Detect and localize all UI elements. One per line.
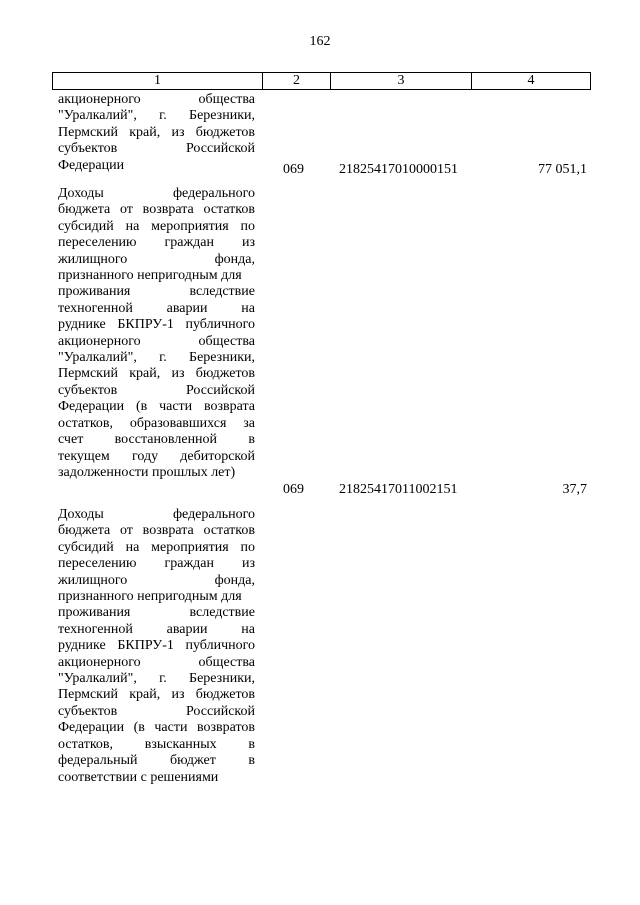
description-line: жилищного фонда, <box>58 572 255 588</box>
amount-cell: 77 051,1 <box>538 162 587 177</box>
description-line: счет восстановленной в <box>58 432 255 448</box>
description-line: субъектов Российской <box>58 141 255 157</box>
description-line: остатков, взысканных в <box>58 736 255 752</box>
admin-code-cell: 069 <box>283 482 304 497</box>
description-line: текущем году дебиторской <box>58 448 255 464</box>
kbk-cell: 21825417011002151 <box>339 482 458 497</box>
header-col-4: 4 <box>527 73 535 88</box>
description-line: субсидий на мероприятия по <box>58 218 255 234</box>
description-line: признанного непригодным для <box>58 589 242 605</box>
description-line: задолженности прошлых лет) <box>58 464 236 480</box>
row-description <box>58 92 255 174</box>
description-line: федеральный бюджет в <box>58 753 255 769</box>
description-line: техногенной аварии на <box>58 621 255 637</box>
description-line: Пермский край, из бюджетов <box>58 687 255 703</box>
description-line: "Уралкалий", г. Березники, <box>58 671 255 687</box>
description-line: Пермский край, из бюджетов <box>58 124 255 140</box>
header-col-1: 1 <box>53 73 263 89</box>
description-line: акционерного общества <box>58 92 255 107</box>
description-line: Доходы федерального <box>58 186 255 201</box>
description-line: руднике БКПРУ-1 публичного <box>58 638 255 654</box>
description-line: субъектов Российской <box>58 703 255 719</box>
description-line: акционерного общества <box>58 333 255 349</box>
description-line: переселению граждан из <box>58 556 255 572</box>
description-line: "Уралкалий", г. Березники, <box>58 108 255 124</box>
table-header-row <box>52 72 591 90</box>
description-line: переселению граждан из <box>58 235 255 251</box>
description-line: руднике БКПРУ-1 публичного <box>58 317 255 333</box>
description-line: жилищного фонда, <box>58 251 255 267</box>
description-line: Федерации (в части возврата <box>58 399 255 415</box>
admin-code-cell: 069 <box>283 162 304 177</box>
description-line: субсидий на мероприятия по <box>58 539 255 555</box>
header-col-3: 3 <box>331 73 472 89</box>
kbk-cell: 21825417010000151 <box>339 162 458 177</box>
page-number: 162 <box>309 34 331 49</box>
description-line: акционерного общества <box>58 654 255 670</box>
description-line: остатков, образовавшихся за <box>58 415 255 431</box>
description-line: "Уралкалий", г. Березники, <box>58 350 255 366</box>
row-description <box>58 507 255 786</box>
description-line: Федерации <box>58 157 125 173</box>
description-line: Пермский край, из бюджетов <box>58 366 255 382</box>
row-description <box>58 186 255 481</box>
description-line: Федерации (в части возвратов <box>58 720 255 736</box>
description-line: проживания вследствие <box>58 284 255 300</box>
header-col-2: 2 <box>263 73 331 89</box>
description-line: признанного непригодным для <box>58 268 242 284</box>
description-line: субъектов Российской <box>58 382 255 398</box>
description-line: Доходы федерального <box>58 507 255 522</box>
amount-cell: 37,7 <box>562 482 587 497</box>
description-line: бюджета от возврата остатков <box>58 523 255 539</box>
description-line: бюджета от возврата остатков <box>58 202 255 218</box>
description-line: техногенной аварии на <box>58 300 255 316</box>
description-line: соответствии с решениями <box>58 769 219 785</box>
description-line: проживания вследствие <box>58 605 255 621</box>
